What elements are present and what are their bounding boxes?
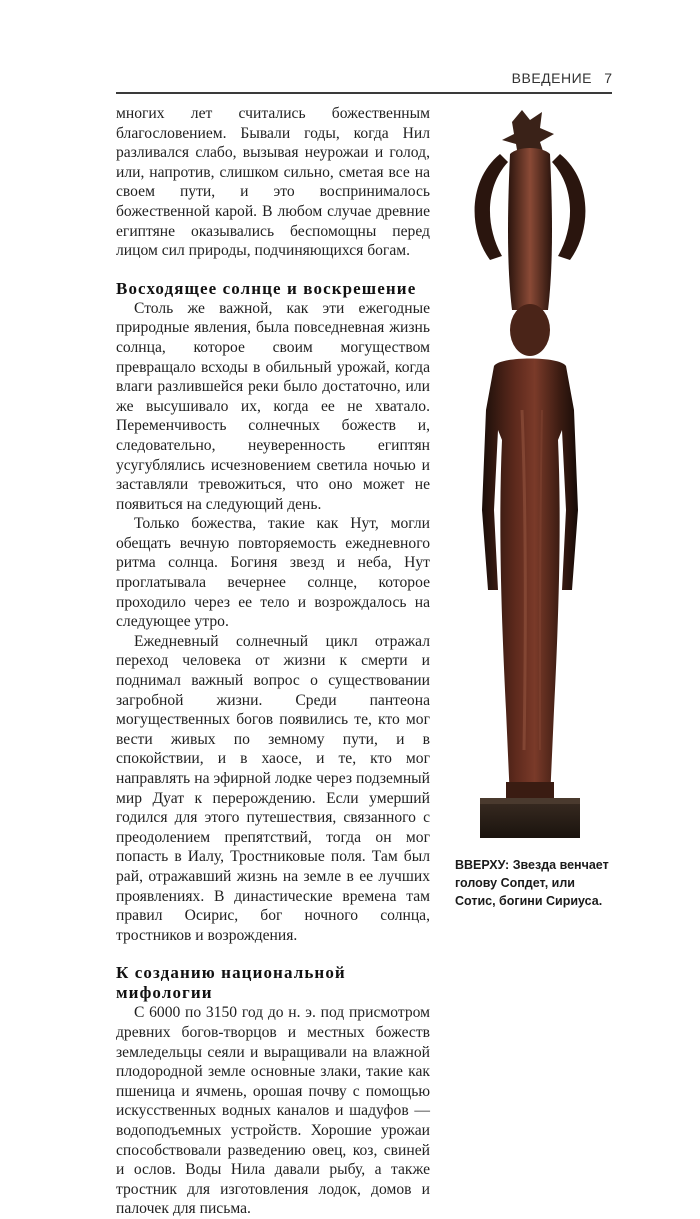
tall-crown-shape: [508, 148, 552, 310]
paragraph: Столь же важной, как эти ежегодные природные явления, была повседневная жизнь солнца, которое своим могуществом превращало всходы в обильный урожай, когда влаги разлившейся реки было достаточно, или же высушивало их, когда ее не хватало. Переменчивость солнечных божеств и, следовательно, неуверенность египтян усугублялись исчезновением светила ночью и заставляли тревожиться, что оно может не появиться на следующий день.: [116, 299, 430, 513]
paragraph: Ежедневный солнечный цикл отражал переход человека от жизни к смерти и поднимал важный вопрос о существовании загробной жизни. Среди пантеона могущественных богов появились те, кто мог вести живых по земному пути, и в спокойствии, и в хаосе, и те, кто мог направлять на эфирной лодке через подземный мир Дуат к перерождению. Если умерший годился для этого путешествия, связанного с преодолением препятствий, тогда он мог попасть в Иалу, Тростниковые поля. Там был рай, отражавший жизнь на земле в ее лучших проявлениях. В династические времена там правил Осирис, бог ночного солнца, тростников и возрождения.: [116, 632, 430, 944]
paragraph-continued: многих лет считались божественным благословением. Бывали годы, когда Нил разливался слабо, вызывая неурожаи и голод, или, напротив, слишком сильно, сметая все на своем пути, и это воспринималось божественной карой. В любом случае древние египтяне оказывались беспомощны перед лицом сил природы, подчиняющихся богам.: [116, 105, 430, 260]
main-text-column: [116, 104, 430, 1219]
page-number: 7: [604, 70, 612, 86]
running-header: [116, 62, 612, 94]
heading-rising-sun: Восходящее солнце и воскрешение: [116, 278, 417, 298]
statue-sopdet-image: [450, 110, 610, 840]
head-shape: [510, 304, 550, 356]
body-shape: [482, 359, 578, 801]
paragraph: С 6000 по 3150 год до н. э. под присмотром древних богов-творцов и местных божеств земледельцы сеяли и выращивали на влажной плодородной земле основные злаки, такие как пшеница и ячмень, орошая почву с помощью искусственных водных каналов и шадуфов — водоподъемных устройств. Хорошие урожаи способствовали разведению овец, коз, свиней и ослов. Воды Нила давали рыбу, а также тростник для изготовления лодок, домов и палочек для письма.: [116, 1004, 430, 1218]
section-title: ВВЕДЕНИЕ: [511, 70, 592, 86]
paragraph: Только божества, такие как Нут, могли обещать вечную повторяемость ежедневного ритма солнца. Богиня звезд и неба, Нут проглатывала вечернее солнце, которое проходило через ее тело и возрождалось на следующее утро.: [116, 515, 430, 631]
heading-national-mythology: К созданию национальной мифологии: [116, 963, 346, 1003]
image-caption: ВВЕРХУ: Звезда венчает голову Сопдет, или Сотис, богини Сириуса.: [455, 858, 609, 908]
horns-shape: [475, 154, 508, 260]
